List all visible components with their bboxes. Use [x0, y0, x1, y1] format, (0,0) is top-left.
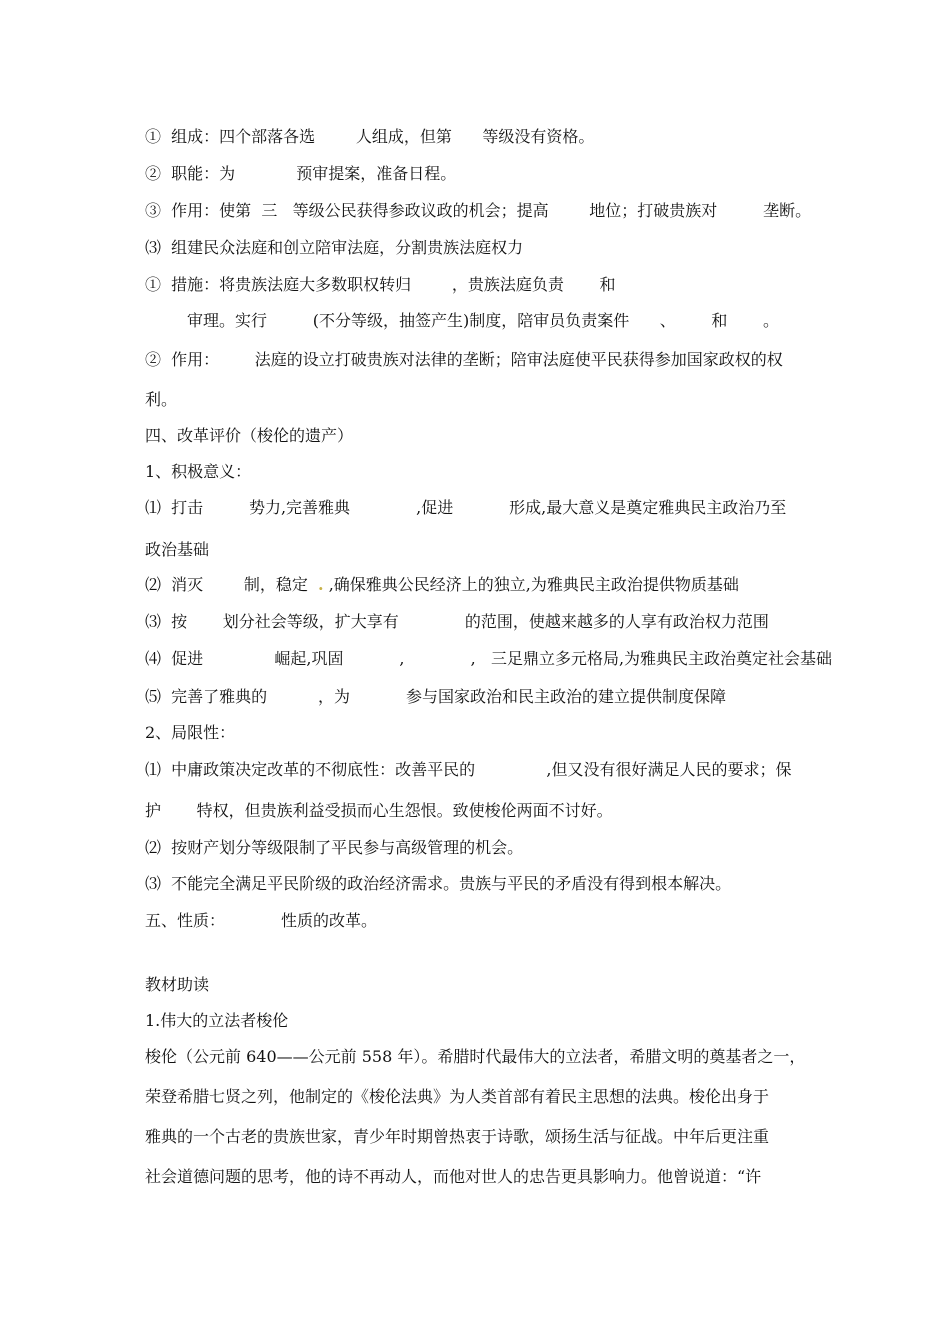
- section-heading: 五、性质： 性质的改革。: [145, 911, 377, 930]
- subsection-heading: 2、局限性：: [145, 723, 236, 742]
- text-line: ⑸ 完善了雅典的 ，为 参与国家政治和民主政治的建立提供制度保障: [145, 687, 726, 706]
- subsection-heading: 1、积极意义：: [145, 462, 252, 481]
- text-line: ⑵ 按财产划分等级限制了平民参与高级管理的机会。: [145, 838, 524, 857]
- text-line: ③ 作用：使第 三 等级公民获得参政议政的机会；提高 地位；打破贵族对 垄断。: [145, 201, 812, 220]
- text-line: 社会道德问题的思考，他的诗不再动人，而他对世人的忠告更具影响力。他曾说道：“许: [145, 1167, 762, 1186]
- text-line: 审理。实行 (不分等级，抽签产生)制度，陪审员负责案件 、 和 。: [187, 311, 779, 330]
- section-heading: ⑶ 组建民众法庭和创立陪审法庭，分割贵族法庭权力: [145, 238, 524, 257]
- text-line: 护 特权，但贵族利益受损而心生怨恨。致使梭伦两面不讨好。: [145, 801, 613, 820]
- text-line: 梭伦（公元前 640——公元前 558 年）。希腊时代最伟大的立法者，希腊文明的奠基者之一，: [145, 1047, 806, 1066]
- decorative-dot: .: [318, 575, 324, 594]
- text-line: 利。: [145, 390, 178, 409]
- text-line: ② 作用： 法庭的设立打破贵族对法律的垄断；陪审法庭使平民获得参加国家政权的权: [145, 350, 783, 369]
- text-line: 政治基础: [145, 540, 210, 559]
- text-line: ⑴ 中庸政策决定改革的不彻底性：改善平民的 ,但又没有很好满足人民的要求；保: [145, 760, 792, 779]
- text-line: ① 组成：四个部落各选 人组成，但第 等级没有资格。: [145, 127, 595, 146]
- text-line: ⑴ 打击 势力,完善雅典 ,促进 形成,最大意义是奠定雅典民主政治乃至: [145, 498, 787, 517]
- text-line: 雅典的一个古老的贵族世家，青少年时期曾热衷于诗歌，颂扬生活与征战。中年后更注重: [145, 1127, 770, 1146]
- text-line: ⑶ 按 划分社会等级，扩大享有 的范围，使越来越多的人享有政治权力范围: [145, 612, 769, 631]
- text-line: 荣登希腊七贤之列，他制定的《梭伦法典》为人类首部有着民主思想的法典。梭伦出身于: [145, 1087, 770, 1106]
- section-heading: 四、改革评价（梭伦的遗产）: [145, 426, 354, 445]
- text-line: [145, 575, 739, 595]
- text-line: ⑶ 不能完全满足平民阶级的政治经济需求。贵族与平民的矛盾没有得到根本解决。: [145, 874, 732, 893]
- text-line: ① 措施：将贵族法庭大多数职权转归 ，贵族法庭负责 和: [145, 275, 616, 294]
- text-segment: ,确保雅典公民经济上的独立,为雅典民主政治提供物质基础: [328, 575, 739, 594]
- text-line: ⑷ 促进 崛起,巩固 , , 三足鼎立多元格局,为雅典民主政治奠定社会基础: [145, 649, 833, 668]
- subsection-heading: 1.伟大的立法者梭伦: [145, 1011, 289, 1030]
- text-segment: ⑵ 消灭 制，稳定: [145, 575, 308, 594]
- text-line: ② 职能：为 预审提案，准备日程。: [145, 164, 457, 183]
- section-heading: 教材助读: [145, 975, 210, 994]
